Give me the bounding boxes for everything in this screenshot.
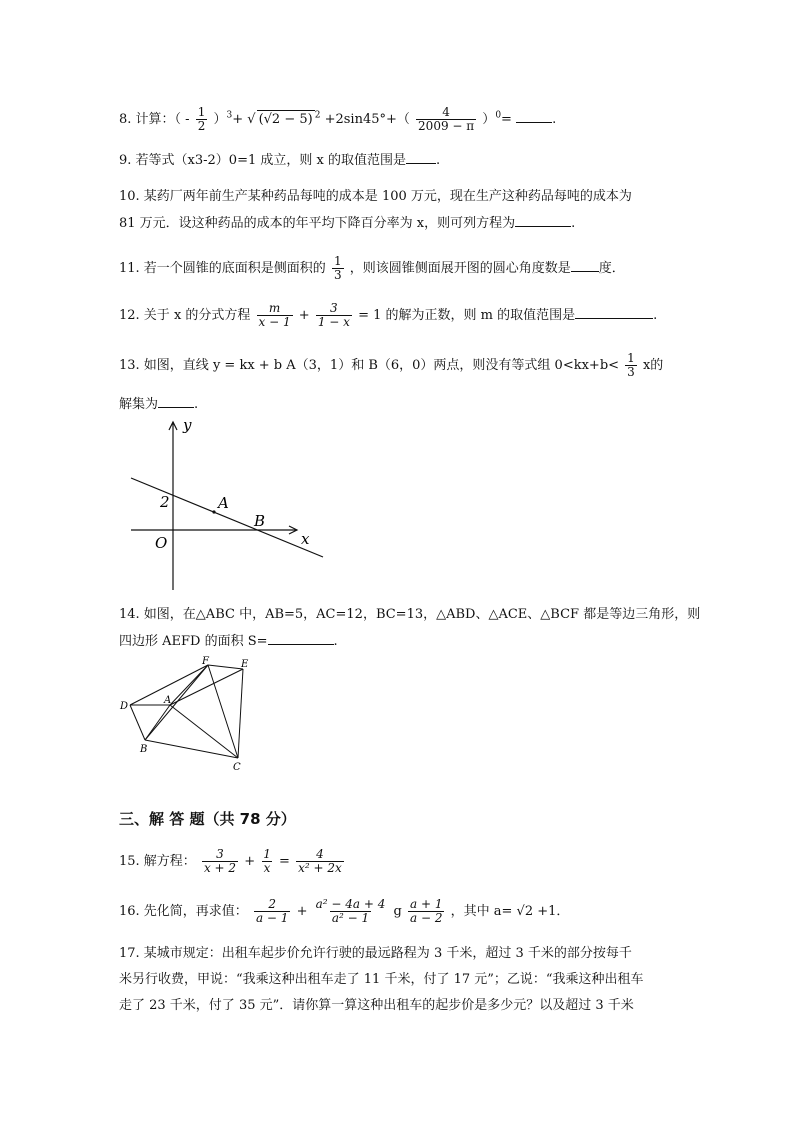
question-8: 8. 计算：（ - $\frac{1}{2}$ ）$^3$+ √ (√2 − 5) $^2$ +2sin45°+（ $\frac{4}{2009 - \pi}$ ）$^0$= . [119,105,557,133]
x-label: x [301,530,310,548]
question-13-line-2: 解集为 . [119,397,199,412]
edge-b-c [145,740,238,758]
question-17-line-1: 17. 某城市规定：出租车起步价允许行驶的最远路程为 3 千米，超过 3 千米的部分按每千 [119,946,632,961]
fraction-4-over: $\frac{4}{2009 - \pi}$ [418,105,475,133]
answer-blank[interactable] [516,110,552,123]
question-14-line-1: 14. 如图，在△ABC 中，AB=5，AC=12，BC=13，△ABD、△ACE、△BCF 都是等边三角形，则 [119,607,701,622]
answer-blank[interactable] [515,214,571,227]
question-13: 13. 如图，直线 y = kx + b A（3，1）和 B（6，0）两点，则没有等式组 0<kx+b< $\frac{1}{3}$ x的 [119,351,664,379]
edge-d-b [130,705,145,740]
vertex-f-label: F [202,656,209,667]
question-15: 15. 解方程： $\frac{3}{x + 2}$ + $\frac{1}{x}$ = $\frac{4}{\text{x² + 2x}}$ [119,847,342,875]
question-11: 11. 若一个圆锥的底面积是侧面积的 $\frac{1}{3}$ ，则该圆锥侧面展开图的圆心角度数是 度． [119,254,625,282]
intercept-label: 2 [160,493,170,511]
edge-f-a [170,665,208,705]
vertex-b-label: B [140,744,148,755]
fraction-3: $\frac{3}{1 - x}$ [317,301,350,329]
question-17-line-2: 米另行收费，甲说：“我乘这种出租车走了 11 千米，付了 17 元”；乙说：“我乘这种出租车 [119,972,644,987]
edge-f-e [208,665,243,669]
point-a-label: A [218,494,229,512]
answer-blank[interactable] [571,259,599,272]
question-16: 16. 先化简，再求值： $\frac{2}{a - 1}$ + $\frac{\text{a² − 4a + 4}}{\text{a² − 1}}$ g $\frac{a + 1}{a - 2}$ ，其中 a= √2 +1． [119,897,570,925]
question-10-line-1: 10. 某药厂两年前生产某种药品每吨的成本是 100 万元，现在生产这种药品每吨的成本为 [119,189,632,204]
vertex-d-label: D [120,701,129,712]
edge-f-b [145,665,208,740]
answer-blank[interactable] [406,151,436,164]
section-3-title: 三、解 答 题（共 78 分） [119,810,296,828]
vertex-c-label: C [233,762,241,773]
fraction-one-third: $\frac{1}{3}$ [333,254,342,282]
fraction-2-over-a-minus-1: $\frac{2}{a - 1}$ [255,897,289,925]
edge-a-c [170,705,238,758]
question-9: 9. 若等式（x3-2）0=1 成立，则 x 的取值范围是 . [119,153,441,168]
fraction-3-over-x-plus-2: $\frac{3}{x + 2}$ [203,847,237,875]
figure-14-triangles [110,655,260,775]
fraction-4-over-x2-2x: $\frac{4}{\text{x² + 2x}}$ [298,847,342,875]
vertex-e-label: E [241,659,249,670]
edge-e-c [238,669,243,758]
origin-label: O [155,534,168,552]
question-10-line-2: 81 万元．设这种药品的成本的年平均下降百分率为 x，则可列方程为 . [119,216,576,231]
question-14-line-2: 四边形 AEFD 的面积 S= . [119,634,338,649]
fraction-1-over-x: $\frac{1}{x}$ [263,847,271,875]
edge-e-a [170,669,243,705]
vertex-a-label: A [164,695,172,706]
point-a-dot [212,510,215,513]
fraction-a-plus-1: $\frac{a + 1}{a - 2}$ [410,897,443,925]
answer-blank[interactable] [575,306,653,319]
sqrt-radical: √ (√2 − 5) $^2$ [247,110,321,127]
edge-a-b [145,705,170,740]
fraction-one-third: $\frac{1}{3}$ [627,351,635,379]
point-b-label: B [254,512,266,530]
answer-blank[interactable] [268,632,334,645]
fraction-m: $\frac{m}{x - 1}$ [258,301,291,329]
y-label: y [183,418,192,434]
fraction-quadratic: $\frac{\text{a² − 4a + 4}}{\text{a² − 1}}$ [315,897,386,925]
question-12: 12. 关于 x 的分式方程 $\frac{m}{x - 1}$ + $\frac{3}{1 - x}$ = 1 的解为正数，则 m 的取值范围是 . [119,301,658,329]
question-17-line-3: 走了 23 千米，付了 35 元”．请你算一算这种出租车的起步价是多少元？以及超过 3 千米 [119,998,634,1013]
fraction-half: $\frac{1}{2}$ [197,105,206,133]
answer-blank[interactable] [158,395,194,408]
figure-13-graph [125,418,335,593]
